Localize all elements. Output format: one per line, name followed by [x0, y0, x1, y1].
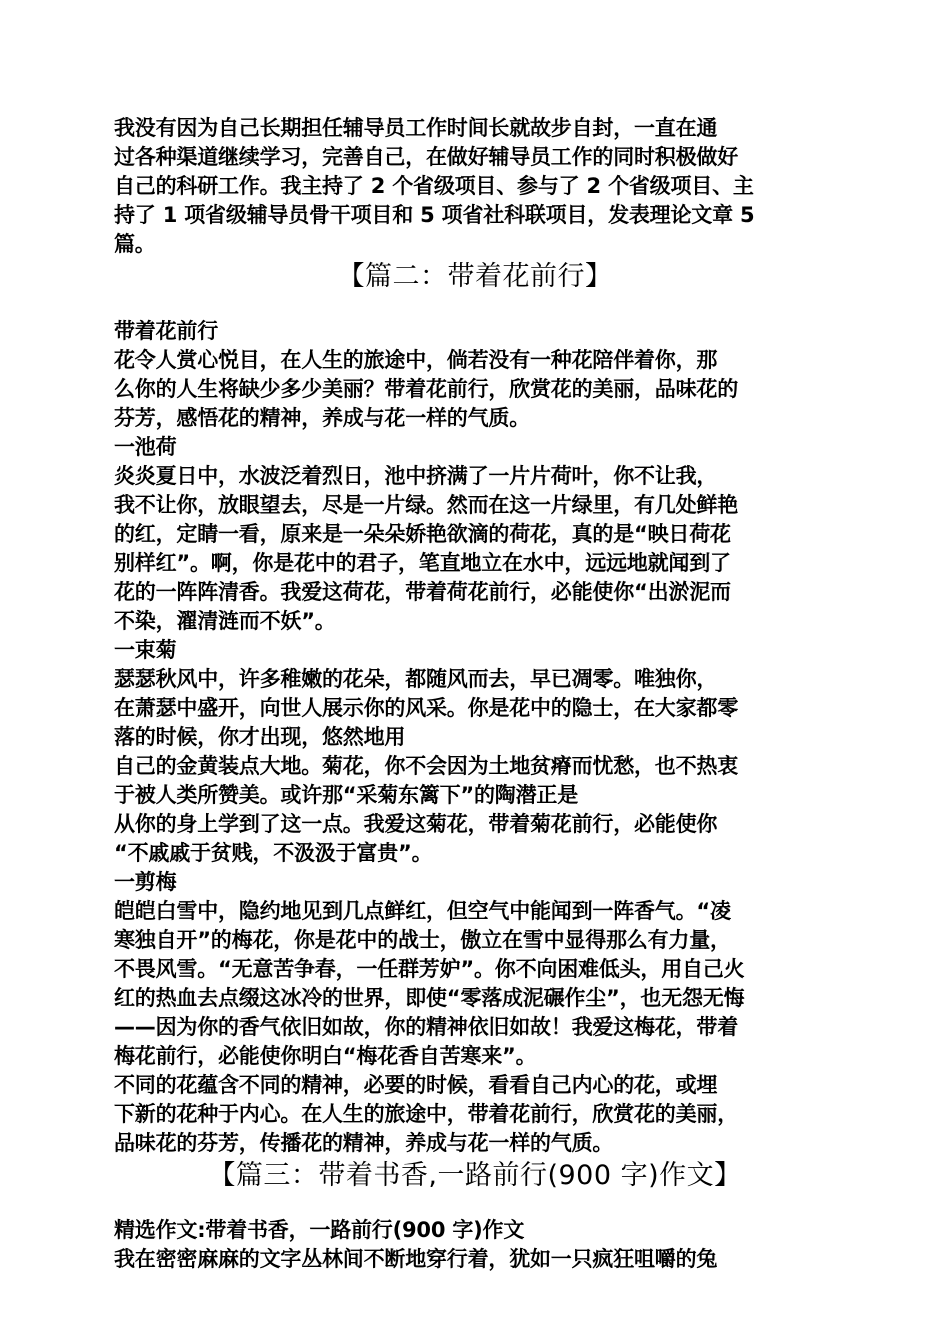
section-two-heading: 【篇二：带着花前行】 [337, 261, 613, 292]
text-line: 不同的花蕴含不同的精神，必要的时候，看看自己内心的花，或埋 [114, 1073, 718, 1097]
document-page [114, 114, 836, 1274]
text-line: 落的时候，你才出现，悠然地用 [114, 725, 406, 749]
subheading-line: 一池荷 [114, 435, 177, 459]
text-line: 品味花的芬芳，传播花的精神，养成与花一样的气质。 [114, 1131, 614, 1155]
text-line: 自己的科研工作。我主持了 2 个省级项目、参与了 2 个省级项目、主 [114, 174, 754, 198]
text-line: 我没有因为自己长期担任辅导员工作时间长就故步自封，一直在通 [114, 116, 718, 140]
text-line: 于被人类所赞美。或许那“采菊东篱下”的陶潜正是 [114, 783, 579, 807]
text-line: “不戚戚于贫贱，不汲汲于富贵”。 [114, 841, 433, 865]
text-line: 自己的金黄装点大地。菊花，你不会因为土地贫瘠而忧愁，也不热衷 [114, 754, 738, 778]
text-line: 从你的身上学到了这一点。我爱这菊花，带着菊花前行，必能使你 [114, 812, 718, 836]
text-line: 不染，濯清涟而不妖”。 [114, 609, 336, 633]
section-three-body [114, 1216, 836, 1274]
subheading-line: 一束菊 [114, 638, 177, 662]
text-line: 我在密密麻麻的文字丛林间不断地穿行着，犹如一只疯狂咀嚼的兔 [114, 1247, 718, 1271]
text-line: 芬芳，感悟花的精神，养成与花一样的气质。 [114, 406, 530, 430]
text-line: 篇。 [114, 232, 156, 256]
text-line: 下新的花种于内心。在人生的旅途中，带着花前行，欣赏花的美丽， [114, 1102, 738, 1126]
text-line: 花的一阵阵清香。我爱这荷花，带着荷花前行，必能使你“出淤泥而 [114, 580, 731, 604]
text-line: 皑皑白雪中，隐约地见到几点鲜红，但空气中能闻到一阵香气。“凌 [114, 899, 731, 923]
text-line: ——因为你的香气依旧如故，你的精神依旧如故！我爱这梅花，带着 [114, 1015, 738, 1039]
text-line: 别样红”。啊，你是花中的君子，笔直地立在水中，远远地就闻到了 [114, 551, 731, 575]
text-line: 花令人赏心悦目，在人生的旅途中，倘若没有一种花陪伴着你，那 [114, 348, 718, 372]
text-line: 持了 1 项省级辅导员骨干项目和 5 项省社科联项目，发表理论文章 5 [114, 203, 755, 227]
text-line: 么你的人生将缺少多少美丽？带着花前行，欣赏花的美丽，品味花的 [114, 377, 738, 401]
text-line: 不畏风雪。“无意苦争春，一任群芳妒”。你不向困难低头，用自己火 [114, 957, 745, 981]
subheading-line: 精选作文:带着书香，一路前行(900 字)作文 [114, 1218, 525, 1242]
text-line: 梅花前行，必能使你明白“梅花香自苦寒来”。 [114, 1044, 537, 1068]
text-line: 过各种渠道继续学习，完善自己，在做好辅导员工作的同时积极做好 [114, 145, 738, 169]
section-two-body [114, 317, 836, 1158]
text-line: 炎炎夏日中，水波泛着烈日，池中挤满了一片片荷叶，你不让我， [114, 464, 718, 488]
text-line: 在萧瑟中盛开，向世人展示你的风采。你是花中的隐士，在大家都零 [114, 696, 738, 720]
text-line: 我不让你，放眼望去，尽是一片绿。然而在这一片绿里，有几处鲜艳 [114, 493, 738, 517]
text-line: 的红，定睛一看，原来是一朵朵娇艳欲滴的荷花，真的是“映日荷花 [114, 522, 731, 546]
intro-paragraph [114, 114, 836, 259]
text-line: 寒独自开”的梅花，你是花中的战士，傲立在雪中显得那么有力量， [114, 928, 731, 952]
subheading-line: 带着花前行 [114, 319, 218, 343]
text-line: 红的热血去点缀这冰冷的世界，即使“零落成泥碾作尘”，也无怨无悔 [114, 986, 745, 1010]
section-three-heading: 【篇三：带着书香,一路前行(900 字)作文】 [208, 1160, 742, 1191]
subheading-line: 一剪梅 [114, 870, 177, 894]
text-line: 瑟瑟秋风中，许多稚嫩的花朵，都随风而去，早已凋零。唯独你， [114, 667, 718, 691]
